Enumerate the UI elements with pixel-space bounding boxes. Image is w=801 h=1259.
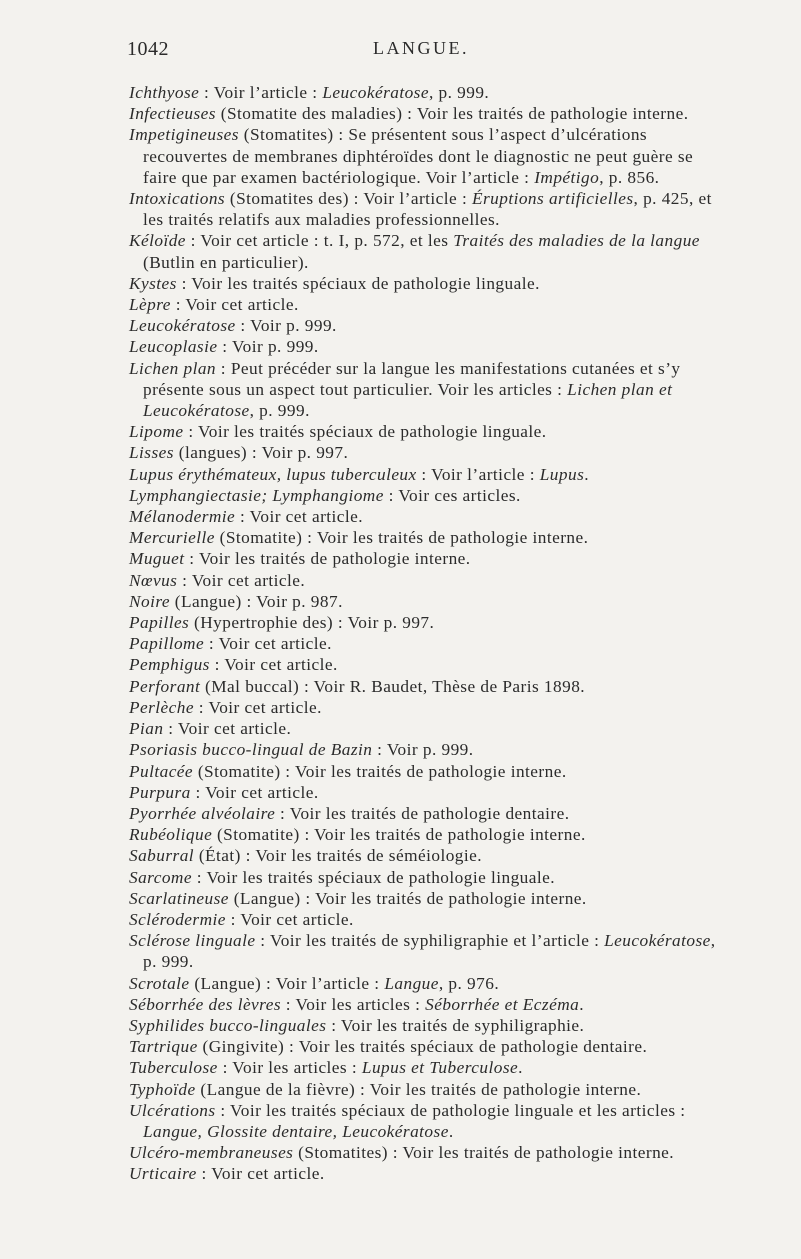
- entry-term: Rubéolique: [129, 825, 213, 845]
- entry-text: : Voir ces articles.: [383, 485, 521, 505]
- entry-text: : Voir les traités de pathologie interne.: [184, 549, 471, 569]
- entry-term: Nœvus: [129, 570, 178, 590]
- list-item: [129, 867, 729, 888]
- entry-tail: , p. 999.: [143, 931, 716, 972]
- entry-term: Lichen plan: [129, 358, 217, 378]
- entry-text: (Hypertrophie des) : Voir p. 997.: [189, 613, 435, 633]
- list-item: [129, 1036, 729, 1057]
- entry-term: Sarcome: [129, 867, 192, 887]
- entry-text: : Voir les traités de pathologie dentaire.: [275, 803, 570, 823]
- list-item: [129, 845, 729, 866]
- list-item: [129, 527, 729, 548]
- entry-tail: , p. 999.: [428, 83, 490, 102]
- list-item: [129, 994, 729, 1015]
- entry-term: Pian: [129, 719, 164, 739]
- list-item: [129, 973, 729, 994]
- entry-term: Noire: [129, 591, 170, 611]
- entry-term: Sclérose linguale: [129, 931, 256, 951]
- entry-text: : Voir cet article.: [209, 655, 338, 675]
- entry-tail: , p. 976.: [438, 973, 500, 993]
- entry-text: : Voir p. 999.: [235, 316, 337, 336]
- entry-reference: Séborrhée et Eczéma: [425, 994, 580, 1014]
- entry-term: Pemphigus: [129, 655, 210, 675]
- entry-reference: Langue, Glossite dentaire, Leucokératose: [143, 1121, 449, 1141]
- entry-reference: Impétigo: [534, 167, 600, 187]
- entry-text: (Langue) : Voir l’article :: [189, 973, 385, 993]
- entry-text: (Langue) : Voir p. 987.: [169, 591, 343, 611]
- list-item: [129, 1100, 729, 1142]
- entry-text: (Stomatite) : Voir les traités de pathologie interne.: [212, 825, 586, 845]
- entry-term: Scrotale: [129, 973, 190, 993]
- list-item: [129, 697, 729, 718]
- entry-term: Mercurielle: [129, 528, 215, 548]
- list-item: [129, 1015, 729, 1036]
- entry-term: Lipome: [129, 422, 184, 442]
- entry-text: (Gingivite) : Voir les traités spéciaux de pathologie dentaire.: [197, 1037, 648, 1057]
- entry-reference: Leucokératose: [604, 931, 711, 951]
- list-item: [129, 930, 729, 972]
- list-item: [129, 718, 729, 739]
- entry-term: Scarlatineuse: [129, 888, 229, 908]
- list-item: [129, 612, 729, 633]
- entry-term: Lupus érythémateux, lupus tuberculeux: [129, 464, 417, 484]
- entry-tail: .: [448, 1121, 454, 1141]
- entry-term: Infectieuses: [129, 104, 216, 124]
- entry-text: (Langue) : Voir les traités de pathologie interne.: [228, 888, 587, 908]
- list-item: [129, 761, 729, 782]
- entry-text: (Mal buccal) : Voir R. Baudet, Thèse de Paris 1898.: [200, 676, 586, 696]
- entry-reference: Langue: [384, 973, 439, 993]
- entry-text: (État) : Voir les traités de séméiologie.: [194, 846, 483, 866]
- list-item: [129, 421, 729, 442]
- list-item: [129, 570, 729, 591]
- entry-text: : Voir les traités spéciaux de pathologie linguale.: [183, 422, 547, 442]
- entry-text: : Voir les traités de syphiligraphie.: [326, 1015, 585, 1035]
- entry-term: Séborrhée des lèvres: [129, 994, 282, 1014]
- list-item: [129, 739, 729, 760]
- entry-term: Muguet: [129, 549, 185, 569]
- entry-term: Kéloïde: [129, 231, 186, 251]
- list-item: [129, 485, 729, 506]
- entry-text: : Voir l’article :: [199, 83, 323, 102]
- entry-tail: , p. 425, et les traités relatifs aux maladies professionnelles.: [143, 189, 712, 230]
- entry-reference: Traités des maladies de la langue: [453, 231, 700, 251]
- running-title: LANGUE.: [373, 38, 469, 58]
- entry-term: Perlèche: [129, 697, 195, 717]
- entry-text: : Voir les traités spéciaux de pathologie linguale.: [176, 273, 540, 293]
- entry-term: Psoriasis bucco-lingual de Bazin: [129, 740, 373, 760]
- entry-term: Lymphangiectasie; Lymphangiome: [129, 485, 384, 505]
- entry-term: Sclérodermie: [129, 909, 226, 929]
- entry-text: : Voir cet article.: [194, 697, 322, 717]
- entry-term: Pultacée: [129, 761, 194, 781]
- entry-text: : Voir cet article.: [190, 782, 319, 802]
- entry-term: Intoxications: [129, 189, 226, 209]
- list-item: [129, 506, 729, 527]
- entry-text: : Voir les traités spéciaux de pathologie linguale.: [191, 867, 556, 887]
- entry-text: (Stomatite) : Voir les traités de pathologie interne.: [193, 761, 567, 781]
- entry-term: Leucokératose: [129, 316, 236, 336]
- list-item: [129, 782, 729, 803]
- list-item: [129, 188, 729, 230]
- list-item: [129, 654, 729, 675]
- entry-term: Perforant: [129, 676, 201, 696]
- list-item: [129, 124, 729, 188]
- entry-term: Ulcéro-membraneuses: [129, 1143, 294, 1163]
- list-item: [129, 103, 729, 124]
- list-item: [129, 294, 729, 315]
- entry-tail: (Butlin en particulier).: [143, 252, 309, 272]
- list-item: [129, 336, 729, 357]
- entry-tail: .: [584, 464, 590, 484]
- list-item: [129, 82, 729, 103]
- list-item: [129, 230, 729, 272]
- entry-text: : Voir les articles :: [217, 1058, 362, 1078]
- entry-term: Tuberculose: [129, 1058, 218, 1078]
- entry-text: : Voir p. 999.: [372, 740, 474, 760]
- list-item: [129, 1142, 729, 1163]
- list-item: [129, 803, 729, 824]
- entry-term: Kystes: [129, 273, 177, 293]
- entry-reference: Leucokératose: [322, 83, 429, 102]
- entry-text: (Stomatites) : Voir les traités de pathologie interne.: [293, 1143, 675, 1163]
- entry-text: : Voir cet article.: [235, 507, 364, 527]
- entry-text: : Voir cet article.: [177, 570, 306, 590]
- entry-reference: Lupus et Tuberculose: [361, 1058, 519, 1078]
- list-item: [129, 633, 729, 654]
- entry-text: : Voir cet article.: [163, 719, 292, 739]
- entry-text: : Voir les traités de syphiligraphie et l’article :: [255, 931, 605, 951]
- entry-term: Pyorrhée alvéolaire: [129, 803, 276, 823]
- entry-text: : Voir les traités spéciaux de pathologie linguale et les articles :: [215, 1100, 686, 1120]
- list-item: [129, 591, 729, 612]
- entry-term: Syphilides bucco-linguales: [129, 1015, 327, 1035]
- list-item: [129, 273, 729, 294]
- entry-term: Tartrique: [129, 1037, 198, 1057]
- entry-text: : Voir cet article.: [225, 909, 354, 929]
- entry-term: Lèpre: [129, 295, 171, 315]
- entry-term: Papilles: [129, 613, 190, 633]
- entry-tail: , p. 999.: [249, 401, 310, 421]
- entry-tail: .: [579, 994, 585, 1014]
- list-item: [129, 1163, 729, 1184]
- entry-text: : Voir p. 999.: [217, 337, 319, 357]
- entry-text: (langues) : Voir p. 997.: [173, 443, 349, 463]
- list-item: [129, 676, 729, 697]
- list-item: [129, 909, 729, 930]
- entry-reference: Lichen plan et Leucokératose: [143, 379, 673, 421]
- entry-term: Purpura: [129, 782, 191, 802]
- entry-term: Typhoïde: [129, 1079, 196, 1099]
- entry-term: Urticaire: [129, 1164, 197, 1184]
- entry-text: (Stomatites) : Se présentent sous l’aspect d’ulcérations recouvertes de membranes diphtéroïdes dont le diagnostic ne peut guère se faire que par examen bactériologique. Voir l’article :: [143, 125, 694, 187]
- entry-term: Ichthyose: [129, 83, 200, 102]
- entry-text: (Stomatite des maladies) : Voir les traités de pathologie interne.: [215, 104, 689, 124]
- list-item: [129, 1057, 729, 1078]
- entry-term: Mélanodermie: [129, 507, 236, 527]
- page-header: [0, 38, 801, 64]
- entry-tail: , p. 856.: [599, 167, 660, 187]
- entry-term: Ulcérations: [129, 1100, 216, 1120]
- list-item: [129, 548, 729, 569]
- page-number: 1042: [127, 38, 169, 60]
- entry-term: Saburral: [129, 846, 195, 866]
- entry-reference: Éruptions artificielles: [471, 189, 634, 209]
- entry-tail: .: [518, 1058, 523, 1078]
- list-item: [129, 442, 729, 463]
- entry-term: Papillome: [129, 634, 205, 654]
- entry-term: Impetigineuses: [129, 125, 239, 145]
- list-item: [129, 464, 729, 485]
- entry-text: : Peut précéder sur la langue les manifestations cutanées et s’y présente sous un aspect tout particulier. Voir les articles :: [143, 358, 681, 399]
- entry-text: : Voir l’article :: [416, 464, 540, 484]
- entry-text: (Langue de la fièvre) : Voir les traités de pathologie interne.: [195, 1079, 642, 1099]
- list-item: [129, 888, 729, 909]
- list-item: [129, 358, 729, 422]
- entry-text: : Voir les articles :: [281, 994, 426, 1014]
- entry-text: : Voir cet article.: [170, 295, 299, 315]
- list-item: [129, 315, 729, 336]
- list-item: [129, 824, 729, 845]
- entry-text: : Voir cet article : t. I, p. 572, et les: [185, 231, 454, 251]
- entry-text: (Stomatites des) : Voir l’article :: [225, 189, 472, 209]
- entry-text: (Stomatite) : Voir les traités de pathologie interne.: [214, 528, 589, 548]
- list-item: [129, 1079, 729, 1100]
- entry-text: : Voir cet article.: [196, 1164, 325, 1184]
- entry-text: : Voir cet article.: [204, 634, 332, 654]
- entry-reference: Lupus: [539, 464, 585, 484]
- entry-term: Leucoplasie: [129, 337, 218, 357]
- entry-list: [129, 82, 729, 1185]
- entry-term: Lisses: [129, 443, 174, 463]
